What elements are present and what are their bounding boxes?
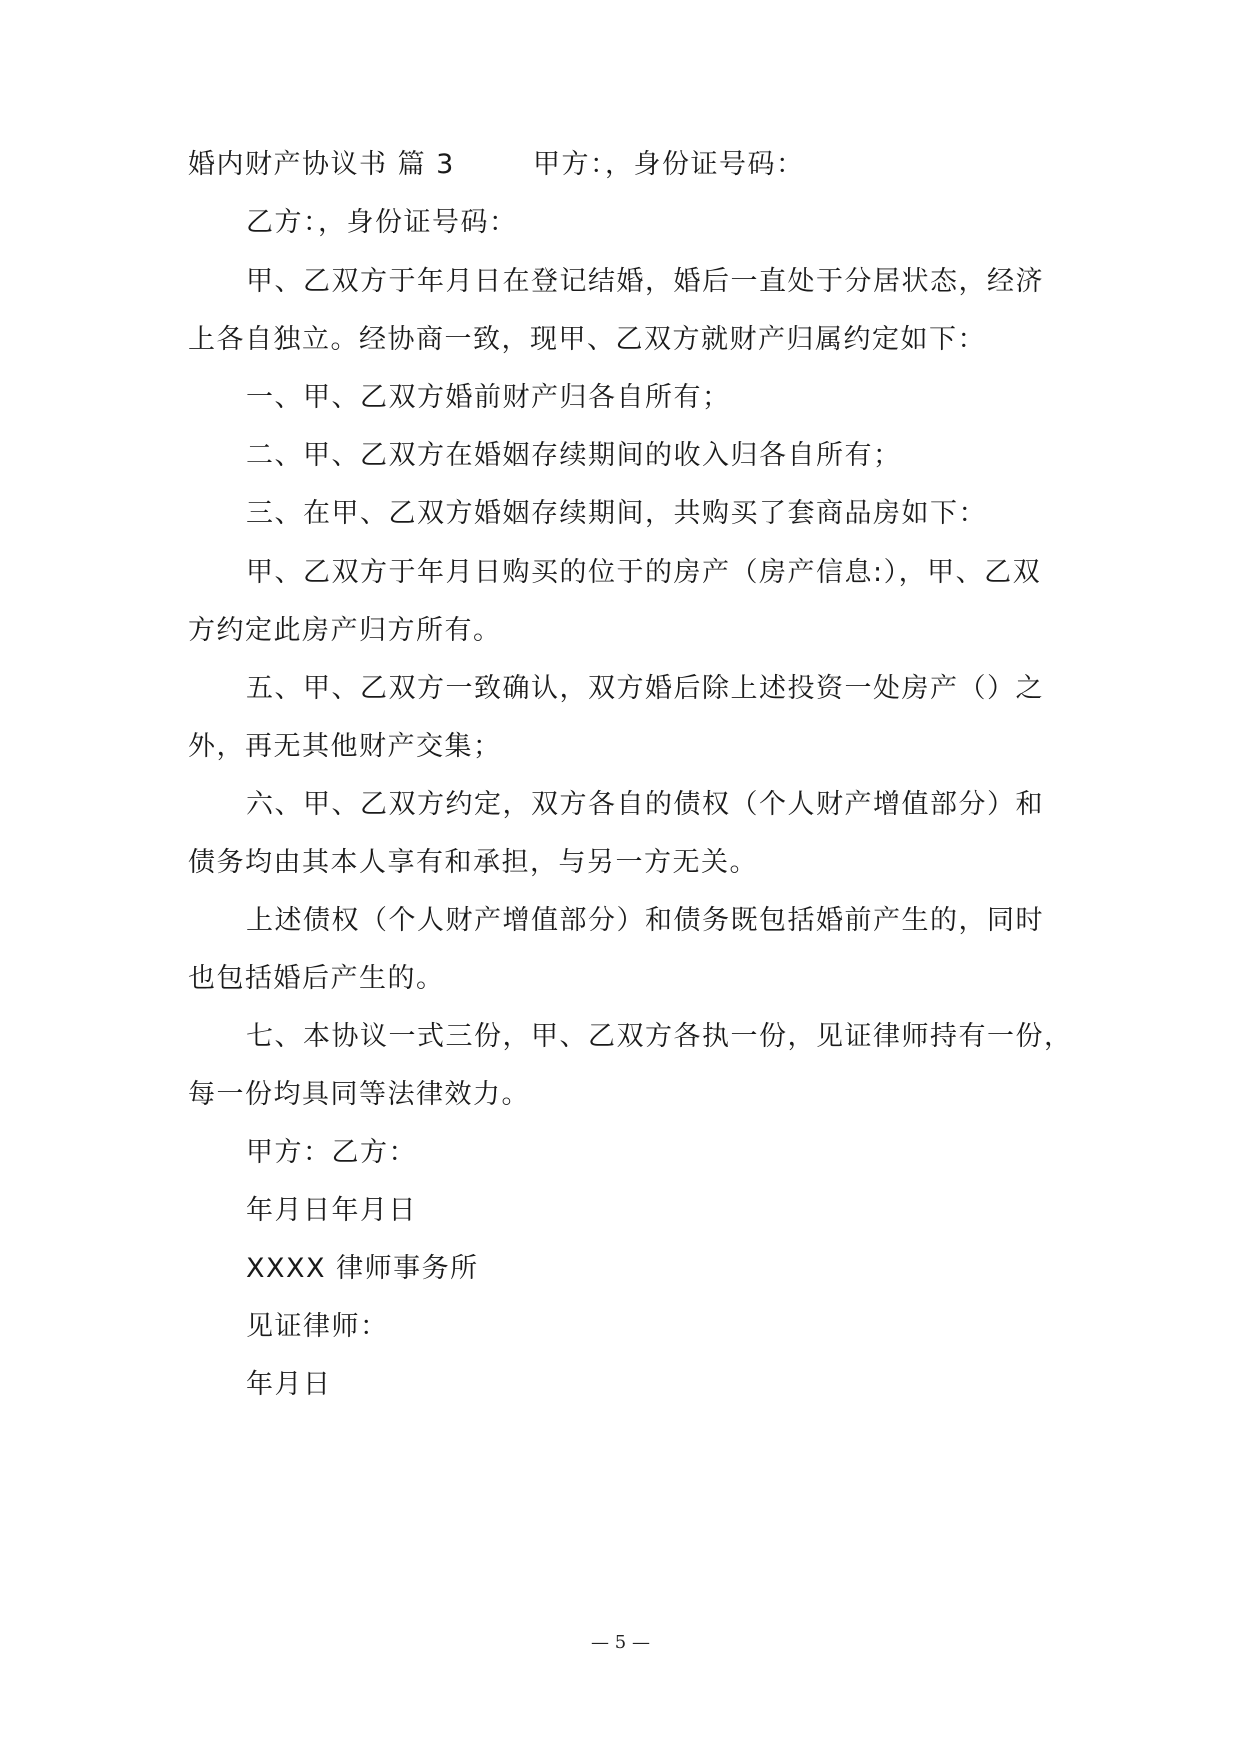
paragraph-intro-line-1: 甲、乙双方于年月日在登记结婚，婚后一直处于分居状态，经济 (246, 266, 1044, 297)
clause-6-line-2: 债务均由其本人享有和承担，与另一方无关。 (188, 847, 758, 878)
witness-lawyer-label: 见证律师： (246, 1311, 389, 1342)
clause-3: 三、在甲、乙双方婚姻存续期间，共购买了套商品房如下： (246, 498, 987, 529)
clause-6b-line-1: 上述债权（个人财产增值部分）和债务既包括婚前产生的，同时 (246, 905, 1044, 936)
clause-7-line-2: 每一份均具同等法律效力。 (188, 1079, 530, 1110)
house-line-2: 方约定此房产归方所有。 (188, 615, 502, 646)
house-line-1: 甲、乙双方于年月日购买的位于的房产（房产信息:），甲、乙双 (246, 557, 1042, 588)
clause-1: 一、甲、乙双方婚前财产归各自所有； (246, 382, 731, 413)
title-line (188, 145, 1058, 185)
document-title: 婚内财产协议书 (188, 149, 388, 180)
clause-2: 二、甲、乙双方在婚姻存续期间的收入归各自所有； (246, 440, 902, 471)
clause-5-line-1: 五、甲、乙双方一致确认，双方婚后除上述投资一处房产（）之 (246, 673, 1044, 704)
law-firm-name: XXXX 律师事务所 (246, 1253, 479, 1284)
signature-dates: 年月日年月日 (246, 1195, 417, 1226)
clause-7-line-1: 七、本协议一式三份，甲、乙双方各执一份，见证律师持有一份， (246, 1021, 1073, 1052)
paragraph-intro-line-2: 上各自独立。经协商一致，现甲、乙双方就财产归属约定如下： (188, 324, 986, 355)
signature-parties: 甲方：乙方： (246, 1137, 417, 1168)
party-b-line: 乙方：，身份证号码： (246, 207, 518, 238)
clause-6-line-1: 六、甲、乙双方约定，双方各自的债权（个人财产增值部分）和 (246, 789, 1044, 820)
party-a-line: 甲方：，身份证号码： (533, 149, 805, 180)
witness-date: 年月日 (246, 1369, 332, 1400)
clause-5-line-2: 外，再无其他财产交集； (188, 731, 502, 762)
page-number: — 5 — (591, 1632, 650, 1653)
clause-6b-line-2: 也包括婚后产生的。 (188, 963, 445, 994)
section-label: 篇 3 (397, 149, 455, 180)
